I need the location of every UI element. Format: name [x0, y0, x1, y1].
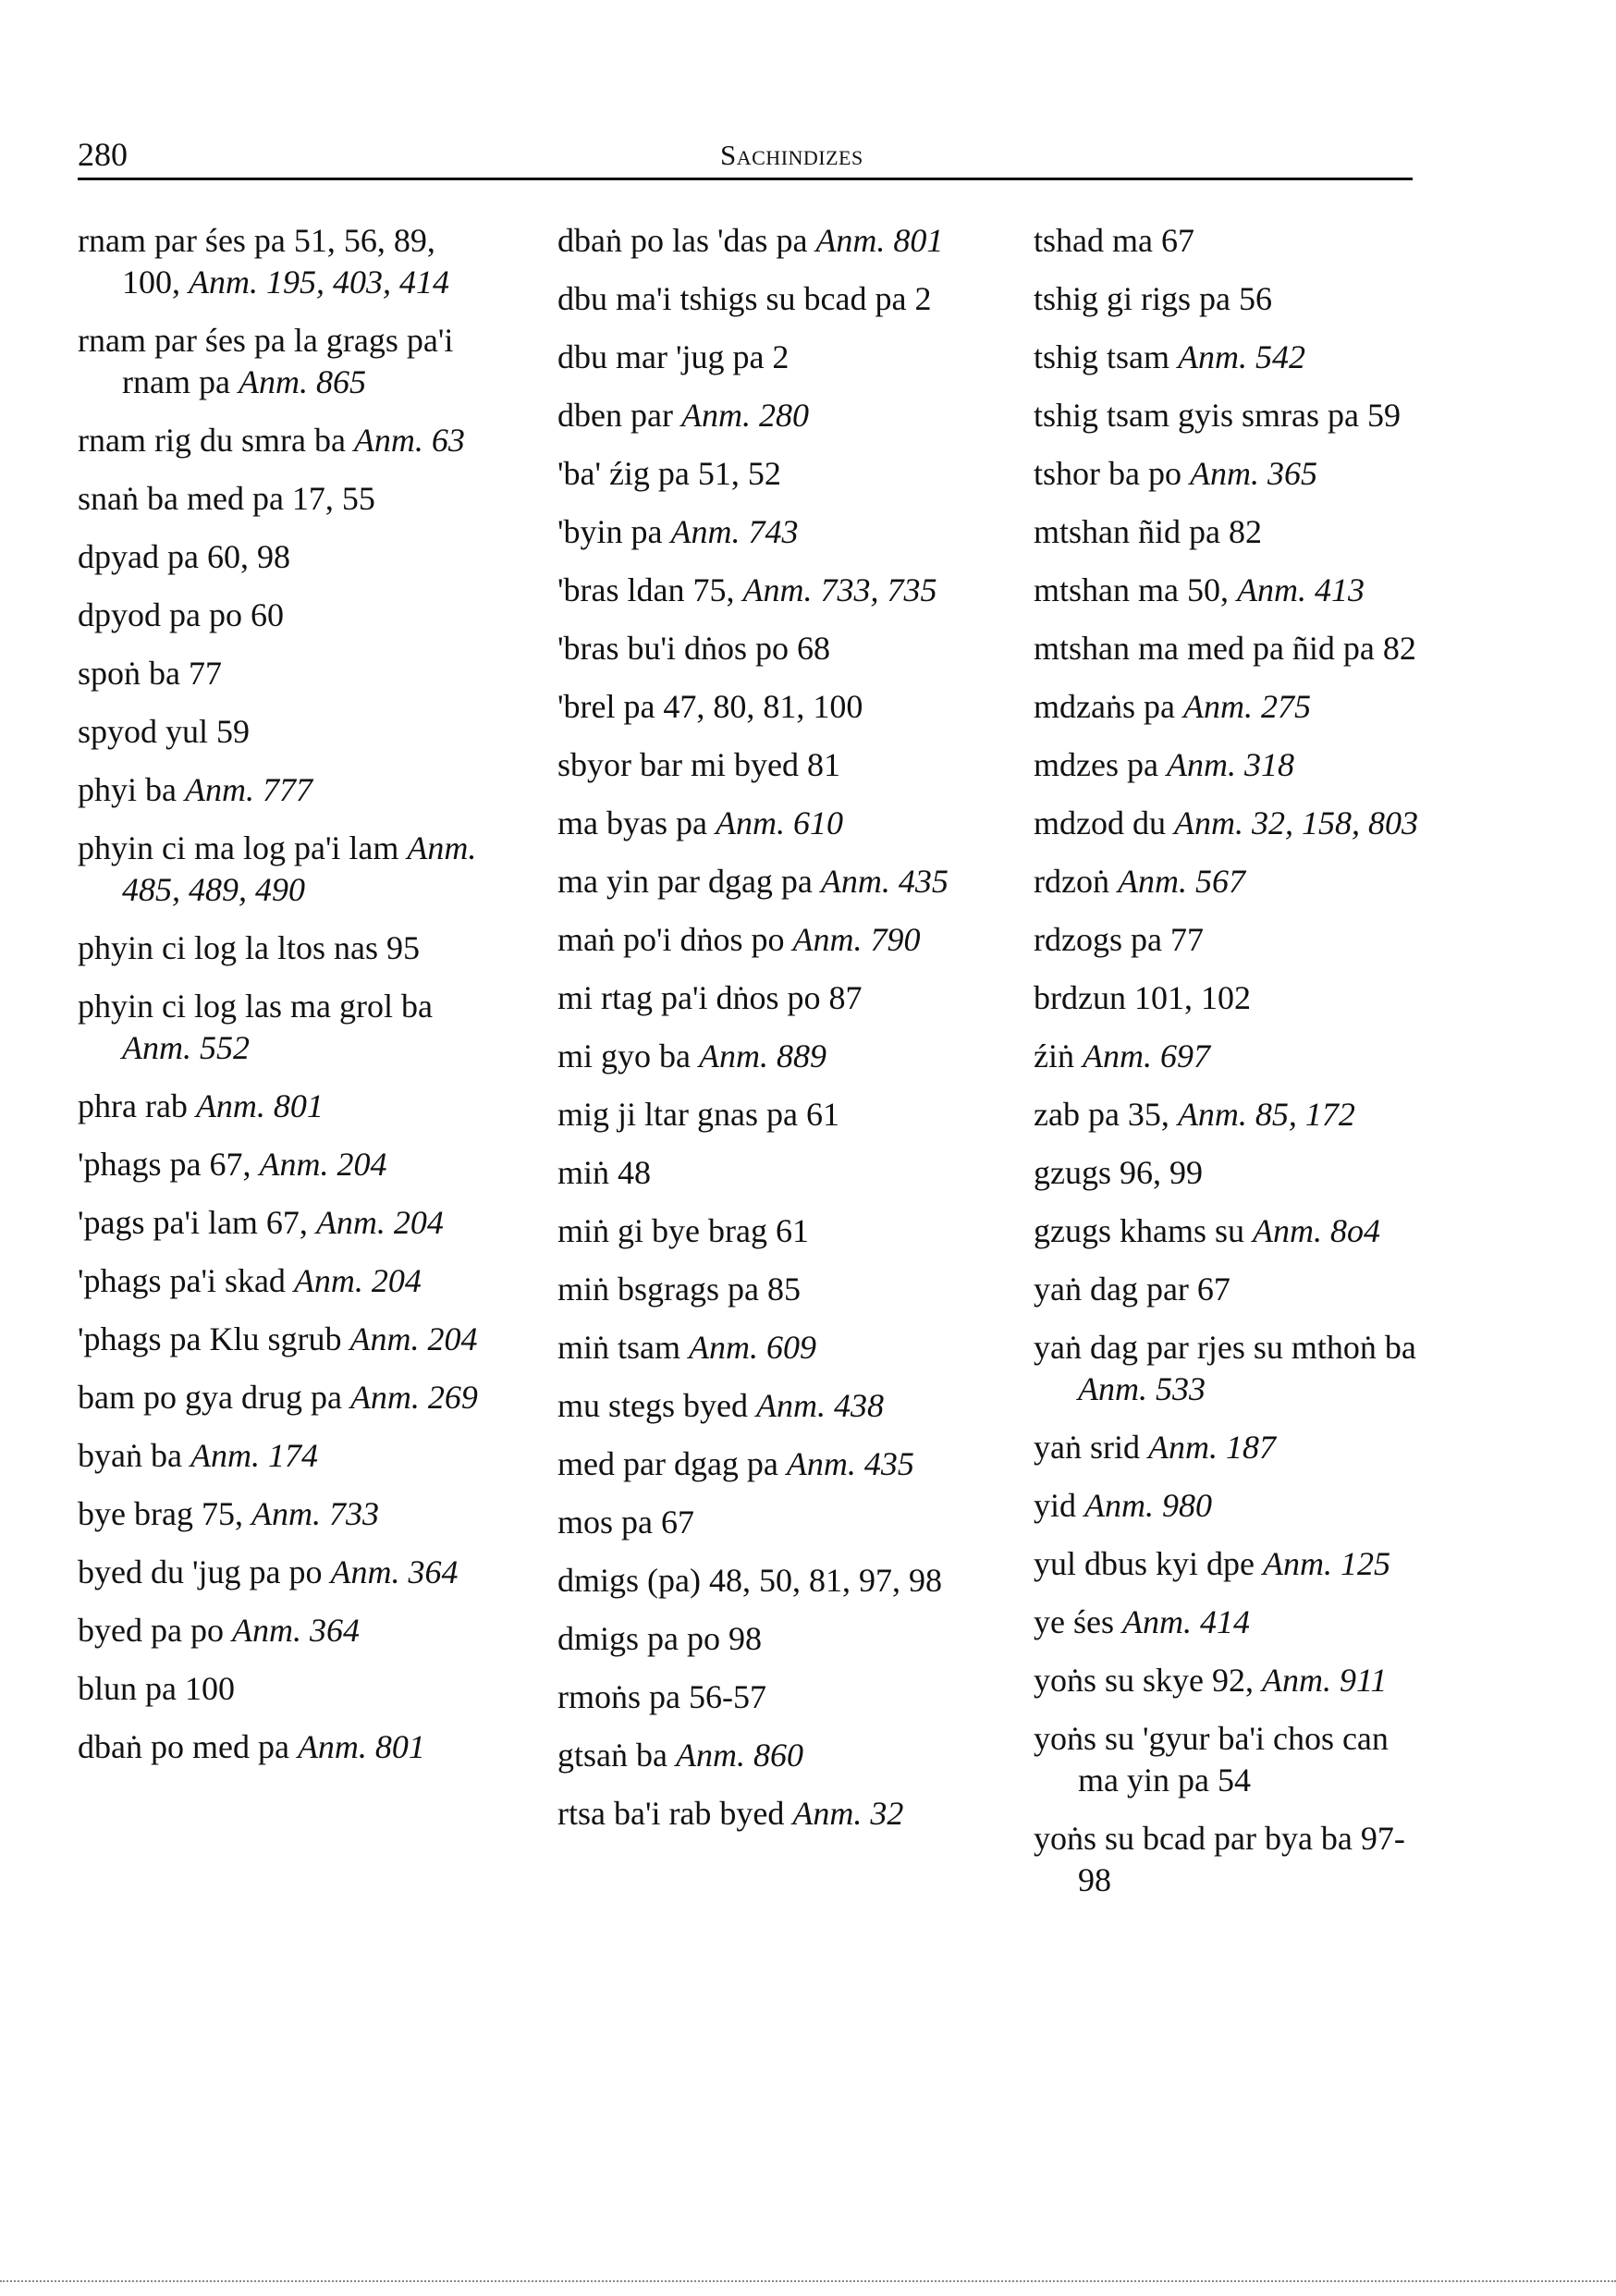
index-entry: [557, 919, 973, 961]
index-term: dbu ma'i tshigs su bcad pa 2: [557, 280, 932, 317]
index-entry: [78, 1377, 484, 1418]
note-reference: Anm. 889: [698, 1037, 826, 1074]
index-term: phyin ci log la ltos nas 95: [78, 929, 420, 966]
note-reference: Anm. 790: [792, 921, 921, 958]
index-entry: [557, 570, 973, 611]
note-reference: Anm. 860: [675, 1737, 803, 1774]
index-term: maṅ po'i dṅos po: [557, 921, 793, 958]
index-entry: [1034, 1152, 1422, 1194]
index-entry: [78, 1086, 484, 1127]
index-term: dbaṅ po las 'das pa: [557, 222, 816, 259]
index-term: yaṅ srid: [1034, 1429, 1148, 1466]
index-entry: [557, 1735, 973, 1776]
index-entry: [78, 1668, 484, 1710]
index-entry: [557, 1269, 973, 1310]
index-entry: [78, 1610, 484, 1651]
index-term: mdzaṅs pa: [1034, 688, 1183, 725]
index-term: dpyod pa po 60: [78, 596, 284, 633]
note-reference: Anm. 204: [349, 1320, 478, 1357]
index-entry: [557, 1210, 973, 1252]
index-entry: [557, 861, 973, 902]
index-entry: [1034, 1543, 1422, 1585]
index-entry: [557, 1327, 973, 1369]
note-reference: Anm. 980: [1084, 1487, 1213, 1524]
note-reference: Anm. 743: [670, 513, 799, 550]
page-header: [78, 129, 1413, 180]
index-entry: [557, 337, 973, 378]
index-entry: [78, 828, 484, 911]
page-number: 280: [78, 136, 128, 173]
index-entry: [78, 769, 484, 811]
note-reference: Anm. 63: [353, 422, 465, 459]
note-reference: Anm. 204: [259, 1146, 387, 1183]
index-term: tshig tsam gyis smras pa 59: [1034, 397, 1401, 434]
index-term: byed du 'jug pa po: [78, 1553, 331, 1590]
index-term: gtsaṅ ba: [557, 1737, 676, 1774]
index-term: ma yin par dgag pa: [557, 863, 821, 900]
note-reference: Anm. 485, 489, 490: [122, 829, 477, 908]
index-term: tshig tsam: [1034, 338, 1179, 375]
index-entry: [1034, 337, 1422, 378]
index-entry: [1034, 1094, 1422, 1136]
index-term: phyin ci log las ma grol ba: [78, 988, 433, 1025]
index-term: mig ji ltar gnas pa 61: [557, 1096, 839, 1133]
note-reference: Anm. 187: [1147, 1429, 1276, 1466]
index-term: phra rab: [78, 1087, 196, 1124]
index-entry: [557, 1676, 973, 1718]
index-term: 'byin pa: [557, 513, 671, 550]
index-term: dbu mar 'jug pa 2: [557, 338, 790, 375]
note-reference: Anm. 125: [1263, 1545, 1390, 1582]
index-term: dbaṅ po med pa: [78, 1728, 298, 1765]
index-entry: [78, 1552, 484, 1593]
note-reference: Anm. 733, 735: [742, 571, 937, 608]
index-entry: [557, 1618, 973, 1660]
index-entry: [1034, 628, 1422, 669]
index-entry: [557, 511, 973, 553]
note-reference: Anm. 32, 158, 803: [1173, 804, 1418, 841]
index-term: źiṅ: [1034, 1037, 1083, 1074]
note-reference: Anm. 801: [815, 222, 944, 259]
index-term: dben par: [557, 397, 681, 434]
index-entry: [1034, 803, 1422, 844]
index-term: rnam par śes pa 51, 56, 89, 100,: [78, 222, 435, 301]
index-term: miṅ 48: [557, 1154, 652, 1191]
note-reference: Anm. 697: [1082, 1037, 1210, 1074]
index-entry: [1034, 1818, 1422, 1901]
index-entry: [1034, 570, 1422, 611]
note-reference: Anm. 32: [792, 1795, 904, 1832]
index-entry: [557, 395, 973, 436]
index-entry: [78, 711, 484, 753]
index-term: gzugs khams su: [1034, 1212, 1253, 1249]
note-reference: Anm. 733: [251, 1495, 379, 1532]
index-term: miṅ gi bye brag 61: [557, 1212, 809, 1249]
index-entry: [1034, 1602, 1422, 1643]
index-term: mu stegs byed: [557, 1387, 756, 1424]
index-entry: [1034, 919, 1422, 961]
index-term: rnam par śes pa la grags pa'i rnam pa: [78, 322, 454, 400]
note-reference: Anm. 865: [238, 363, 366, 400]
index-column-3: [1034, 220, 1422, 1918]
index-column-1: [78, 220, 484, 1785]
index-term: rdzogs pa 77: [1034, 921, 1204, 958]
note-reference: Anm. 435: [786, 1445, 914, 1482]
index-term: mi gyo ba: [557, 1037, 699, 1074]
note-reference: Anm. 438: [755, 1387, 884, 1424]
index-entry: [78, 1493, 484, 1535]
index-term: yaṅ dag par 67: [1034, 1271, 1230, 1308]
index-entry: [557, 278, 973, 320]
index-term: tshig gi rigs pa 56: [1034, 280, 1272, 317]
index-term: rnam rig du smra ba: [78, 422, 354, 459]
index-entry: [1034, 744, 1422, 786]
note-reference: Anm. 275: [1182, 688, 1311, 725]
index-entry: [1034, 220, 1422, 262]
index-term: byed pa po: [78, 1612, 232, 1649]
note-reference: Anm. 435: [820, 863, 949, 900]
index-term: mdzod du: [1034, 804, 1174, 841]
index-term: mtshan ma 50,: [1034, 571, 1237, 608]
note-reference: Anm. 8o4: [1253, 1212, 1380, 1249]
index-term: 'bras ldan 75,: [557, 571, 743, 608]
index-term: miṅ tsam: [557, 1329, 689, 1366]
index-entry: [557, 744, 973, 786]
index-term: 'pags pa'i lam 67,: [78, 1204, 316, 1241]
index-term: gzugs 96, 99: [1034, 1154, 1203, 1191]
index-term: mdzes pa: [1034, 746, 1167, 783]
index-term: brdzun 101, 102: [1034, 979, 1251, 1016]
index-entry: [1034, 278, 1422, 320]
index-entry: [557, 1036, 973, 1077]
index-entry: [557, 1560, 973, 1602]
index-entry: [557, 1793, 973, 1835]
index-entry: [557, 686, 973, 728]
index-entry: [78, 1260, 484, 1302]
note-reference: Anm. 269: [349, 1379, 478, 1416]
index-term: 'phags pa Klu sgrub: [78, 1320, 350, 1357]
index-entry: [557, 1094, 973, 1136]
index-term: yaṅ dag par rjes su mthoṅ ba: [1034, 1329, 1416, 1366]
note-reference: Anm. 365: [1189, 455, 1317, 492]
note-reference: Anm. 542: [1178, 338, 1306, 375]
index-term: bam po gya drug pa: [78, 1379, 350, 1416]
index-term: zab pa 35,: [1034, 1096, 1178, 1133]
index-term: dmigs (pa) 48, 50, 81, 97, 98: [557, 1562, 942, 1599]
index-entry: [557, 628, 973, 669]
note-reference: Anm. 801: [297, 1728, 425, 1765]
index-term: sbyor bar mi byed 81: [557, 746, 840, 783]
index-entry: [78, 986, 484, 1069]
index-entry: [78, 1144, 484, 1185]
index-term: mi rtag pa'i dṅos po 87: [557, 979, 863, 1016]
note-reference: Anm. 552: [122, 1029, 250, 1066]
index-entry: [78, 320, 484, 403]
note-reference: Anm. 204: [315, 1204, 444, 1241]
index-term: yul dbus kyi dpe: [1034, 1545, 1263, 1582]
index-entry: [557, 1385, 973, 1427]
index-entry: [78, 1726, 484, 1768]
index-entry: [78, 927, 484, 969]
index-term: mtshan ma med pa ñid pa 82: [1034, 630, 1416, 667]
index-entry: [1034, 511, 1422, 553]
index-entry: [557, 977, 973, 1019]
note-reference: Anm. 609: [689, 1329, 816, 1366]
index-term: bye brag 75,: [78, 1495, 251, 1532]
index-entry: [1034, 1660, 1422, 1701]
note-reference: Anm. 195, 403, 414: [189, 264, 449, 301]
index-entry: [1034, 395, 1422, 436]
index-entry: [78, 420, 484, 461]
index-entry: [557, 453, 973, 495]
index-term: ye śes: [1034, 1603, 1122, 1640]
index-entry: [1034, 1269, 1422, 1310]
index-entry: [557, 1152, 973, 1194]
note-reference: Anm. 801: [195, 1087, 324, 1124]
note-reference: Anm. 911: [1262, 1662, 1388, 1699]
index-entry: [78, 536, 484, 578]
note-reference: Anm. 174: [190, 1437, 318, 1474]
index-term: dpyad pa 60, 98: [78, 538, 290, 575]
index-entry: [78, 1202, 484, 1244]
note-reference: Anm. 318: [1166, 746, 1294, 783]
note-reference: Anm. 567: [1117, 863, 1245, 900]
note-reference: Anm. 777: [184, 771, 312, 808]
note-reference: Anm. 364: [330, 1553, 459, 1590]
note-reference: Anm. 364: [231, 1612, 360, 1649]
index-term: spyod yul 59: [78, 713, 251, 750]
index-term: snaṅ ba med pa 17, 55: [78, 480, 375, 517]
index-entry: [557, 220, 973, 262]
index-term: mtshan ñid pa 82: [1034, 513, 1262, 550]
index-term: spoṅ ba 77: [78, 655, 222, 692]
index-entry: [1034, 1210, 1422, 1252]
index-entry: [1034, 1485, 1422, 1527]
note-reference: Anm. 85, 172: [1177, 1096, 1355, 1133]
running-title: Sachindizes: [720, 139, 863, 171]
index-entry: [78, 478, 484, 520]
note-reference: Anm. 414: [1121, 1603, 1250, 1640]
index-entry: [1034, 686, 1422, 728]
note-reference: Anm. 610: [715, 804, 843, 841]
index-entry: [78, 220, 484, 303]
index-entry: [1034, 861, 1422, 902]
index-term: yoṅs su bcad par bya ba 97-98: [1034, 1820, 1405, 1898]
note-reference: Anm. 533: [1078, 1370, 1206, 1407]
index-term: yoṅs su 'gyur ba'i chos can ma yin pa 54: [1034, 1720, 1389, 1799]
index-term: 'phags pa 67,: [78, 1146, 260, 1183]
index-term: blun pa 100: [78, 1670, 235, 1707]
index-term: byaṅ ba: [78, 1437, 190, 1474]
index-term: rmoṅs pa 56-57: [557, 1678, 766, 1715]
index-entry: [1034, 1327, 1422, 1410]
index-entry: [78, 1319, 484, 1360]
index-term: mos pa 67: [557, 1504, 694, 1541]
index-term: phyi ba: [78, 771, 185, 808]
index-term: 'phags pa'i skad: [78, 1262, 294, 1299]
index-entry: [1034, 1718, 1422, 1801]
index-term: 'ba' źig pa 51, 52: [557, 455, 781, 492]
index-column-2: [557, 220, 973, 1851]
index-entry: [557, 803, 973, 844]
index-entry: [78, 653, 484, 694]
index-term: tshad ma 67: [1034, 222, 1194, 259]
index-entry: [78, 1435, 484, 1477]
index-term: rtsa ba'i rab byed: [557, 1795, 793, 1832]
index-entry: [557, 1502, 973, 1543]
note-reference: Anm. 204: [293, 1262, 422, 1299]
bottom-edge-rule: [0, 2280, 1616, 2282]
index-term: 'brel pa 47, 80, 81, 100: [557, 688, 863, 725]
index-entry: [78, 595, 484, 636]
index-entry: [557, 1443, 973, 1485]
index-term: miṅ bsgrags pa 85: [557, 1271, 801, 1308]
index-term: med par dgag pa: [557, 1445, 787, 1482]
note-reference: Anm. 280: [680, 397, 809, 434]
index-term: rdzoṅ: [1034, 863, 1118, 900]
index-entry: [1034, 977, 1422, 1019]
index-term: phyin ci ma log pa'i lam: [78, 829, 408, 866]
index-term: 'bras bu'i dṅos po 68: [557, 630, 830, 667]
index-entry: [1034, 453, 1422, 495]
index-term: tshor ba po: [1034, 455, 1190, 492]
index-term: yoṅs su skye 92,: [1034, 1662, 1263, 1699]
note-reference: Anm. 413: [1236, 571, 1365, 608]
index-term: ma byas pa: [557, 804, 716, 841]
index-term: yid: [1034, 1487, 1085, 1524]
index-entry: [1034, 1427, 1422, 1468]
index-term: dmigs pa po 98: [557, 1620, 762, 1657]
index-entry: [1034, 1036, 1422, 1077]
